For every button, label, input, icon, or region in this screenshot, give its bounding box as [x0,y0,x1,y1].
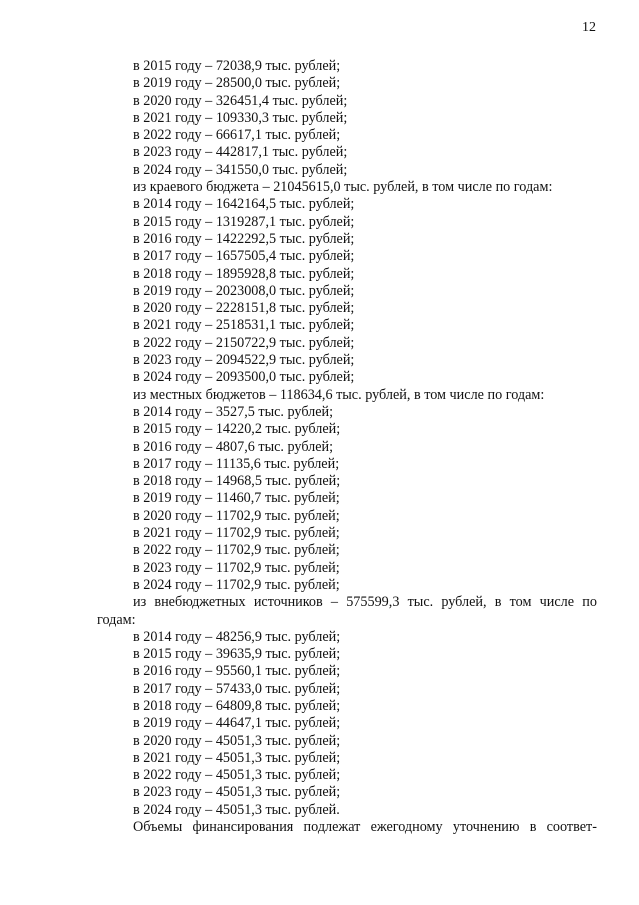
extrabudgetary-lines-block [97,629,597,819]
funding-line: в 2022 году – 11702,9 тыс. рублей; [133,542,340,559]
word: 575599,3 [346,594,400,611]
funding-line: в 2020 году – 45051,3 тыс. рублей; [133,732,341,749]
word: внебюджетных [154,594,246,611]
word: финансирования [192,819,294,836]
word: тыс. [407,594,434,611]
funding-line: из краевого бюджета – 21045615,0 тыс. рублей, в том числе по годам: [133,179,553,196]
funding-line: в 2016 году – 4807,6 тыс. рублей; [133,438,334,455]
funding-line: в 2016 году – 95560,1 тыс. рублей; [133,663,341,680]
funding-line: в 2021 году – 45051,3 тыс. рублей; [133,749,341,766]
funding-line: в 2021 году – 109330,3 тыс. рублей; [133,109,348,126]
funding-line: в 2017 году – 1657505,4 тыс. рублей; [133,248,355,265]
extrabudgetary-continuation: годам: [97,611,136,628]
word: ежегодному [370,819,443,836]
funding-line: в 2018 году – 14968,5 тыс. рублей; [133,473,341,490]
word: том [509,594,532,611]
word: числе [539,594,575,611]
final-paragraph [97,819,597,836]
extrabudgetary-heading [97,594,597,611]
funding-line: в 2015 году – 39635,9 тыс. рублей; [133,646,341,663]
word: рублей, [441,594,487,611]
funding-line: в 2019 году – 2023008,0 тыс. рублей; [133,282,355,299]
funding-line: в 2015 году – 72038,9 тыс. рублей; [133,58,341,74]
funding-line: в 2020 году – 326451,4 тыс. рублей; [133,92,348,109]
funding-line: в 2021 году – 2518531,1 тыс. рублей; [133,317,355,334]
funding-line: в 2019 году – 28500,0 тыс. рублей; [133,75,341,92]
funding-line: в 2020 году – 2228151,8 тыс. рублей; [133,300,355,317]
funding-line: в 2014 году – 3527,5 тыс. рублей; [133,403,334,420]
funding-line: в 2018 году – 64809,8 тыс. рублей; [133,697,341,714]
funding-line: в 2024 году – 45051,3 тыс. рублей. [133,801,340,818]
word: Объемы [133,819,183,836]
funding-line: в 2017 году – 11135,6 тыс. рублей; [133,455,340,472]
funding-line: в 2023 году – 2094522,9 тыс. рублей; [133,352,355,369]
funding-line: в 2024 году – 2093500,0 тыс. рублей; [133,369,355,386]
document-body [97,58,597,836]
word: уточнению [452,819,520,836]
funding-line: в 2024 году – 341550,0 тыс. рублей; [133,161,348,178]
funding-line: в 2014 году – 1642164,5 тыс. рублей; [133,196,355,213]
word: в [494,594,502,611]
funding-line: в 2015 году – 14220,2 тыс. рублей; [133,421,341,438]
word: – [330,594,339,611]
funding-line: в 2015 году – 1319287,1 тыс. рублей; [133,213,355,230]
funding-line: в 2016 году – 1422292,5 тыс. рублей; [133,230,355,247]
funding-line: в 2023 году – 11702,9 тыс. рублей; [133,559,340,576]
funding-line: в 2022 году – 2150722,9 тыс. рублей; [133,334,355,351]
funding-line: в 2019 году – 44647,1 тыс. рублей; [133,715,341,732]
funding-line: в 2023 году – 45051,3 тыс. рублей; [133,784,341,801]
word: из [133,594,147,611]
funding-line: в 2018 году – 1895928,8 тыс. рублей; [133,265,355,282]
funding-line: в 2024 году – 11702,9 тыс. рублей; [133,576,340,593]
funding-line: в 2021 году – 11702,9 тыс. рублей; [133,525,340,542]
funding-line: в 2014 году – 48256,9 тыс. рублей; [133,628,341,645]
word: подлежат [303,819,361,836]
funding-lines-block [97,58,597,594]
word: в [529,819,537,836]
page-number: 12 [582,20,596,35]
funding-line: в 2022 году – 66617,1 тыс. рублей; [133,127,341,144]
funding-line: в 2023 году – 442817,1 тыс. рублей; [133,144,348,161]
funding-line: в 2017 году – 57433,0 тыс. рублей; [133,680,341,697]
funding-line: в 2022 году – 45051,3 тыс. рублей; [133,767,341,784]
funding-line: в 2020 году – 11702,9 тыс. рублей; [133,507,340,524]
word: по [582,594,597,611]
word: соответ- [546,819,597,836]
funding-line: из местных бюджетов – 118634,6 тыс. рублей, в том числе по годам: [133,386,545,403]
word: источников [253,594,323,611]
funding-line: в 2019 году – 11460,7 тыс. рублей; [133,490,340,507]
